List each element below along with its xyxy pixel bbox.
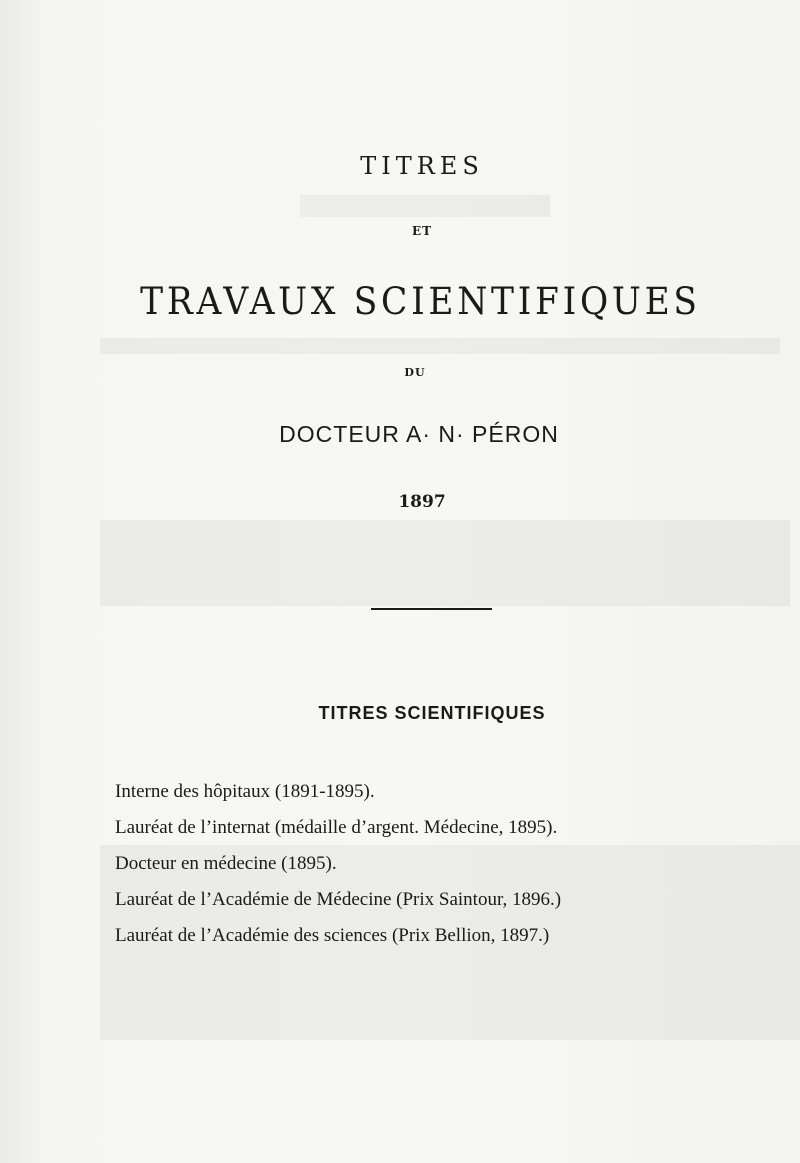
- title-titres: TITRES: [360, 152, 484, 180]
- title-et: ET: [411, 224, 433, 238]
- list-item: Interne des hôpitaux (1891-1895).: [115, 781, 375, 802]
- show-through-block-3: [100, 520, 790, 606]
- list-item: Lauréat de l’internat (médaille d’argent. Médecine, 1895).: [115, 817, 558, 838]
- title-travaux-scientifiques: TRAVAUX SCIENTIFIQUES: [140, 280, 701, 323]
- title-du: DU: [404, 366, 426, 379]
- list-item: Lauréat de l’Académie des sciences (Prix Bellion, 1897.): [115, 925, 550, 946]
- show-through-block-2: [100, 338, 780, 354]
- show-through-block-1: [300, 195, 550, 217]
- list-item: Lauréat de l’Académie de Médecine (Prix Saintour, 1896.): [115, 889, 562, 910]
- author-name: DOCTEUR A· N· PÉRON: [279, 421, 559, 447]
- publication-year: 1897: [398, 492, 446, 512]
- section-heading: TITRES SCIENTIFIQUES: [318, 703, 546, 723]
- separator-rule: [371, 608, 492, 610]
- list-item: Docteur en médecine (1895).: [115, 853, 337, 874]
- titles-list: [115, 778, 561, 958]
